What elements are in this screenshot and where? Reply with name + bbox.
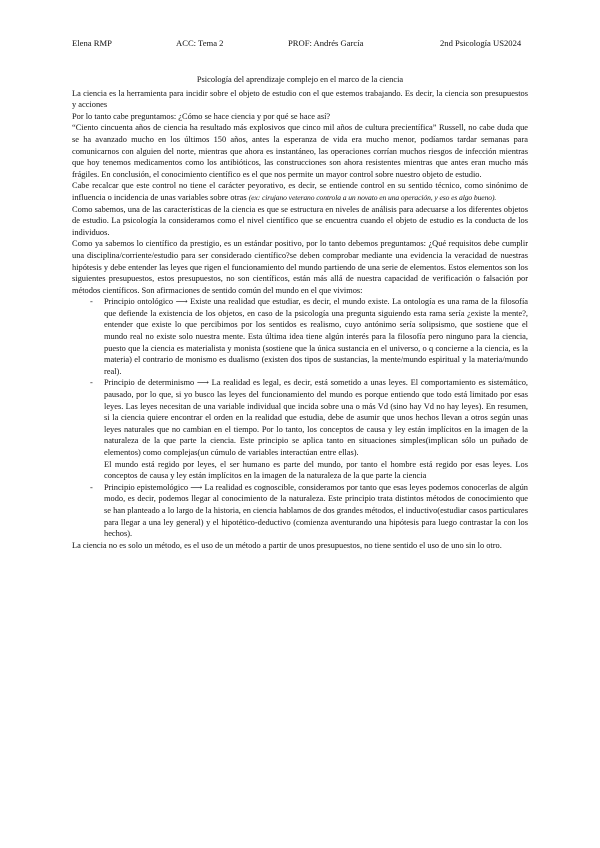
principle-determinism-text: Principio de determinismo ⟶ La realidad es legal, es decir, está sometido a unas leyes. El comportamiento es sistemático, pausado, por lo que, si yo busco las leyes del funcionamiento del mundo es porque entiendo que todo está limitado por esas leyes. Las leyes necesitan de una variable individual que incida sobre una o más Vd (sino hay Vd no hay leyes). En resumen, si la ciencia quiere encontrar el orden en la realidad que estudia, debe de asumir que unos hechos llevan a otros según unas leyes naturales que no cambian en el tiempo. Por lo tanto, los conceptos de causa y ley están implícitos en la imagen de la naturaleza de la que parte la ciencia. Este principio se aplica tanto en situaciones simples(implican sólo un puñado de elementos) como complejas(un cúmulo de variables interactúan entre ellas). [104, 378, 528, 457]
paragraph-closing: La ciencia no es solo un método, es el uso de un método a partir de unos presupuestos, no tiene sentido el uso de uno sin lo otro. [72, 540, 502, 550]
paragraph-question: Por lo tanto cabe preguntamos: ¿Cómo se hace ciencia y por qué se hace así? [72, 111, 331, 121]
document-title: Psicología del aprendizaje complejo en el marco de la ciencia [196, 75, 404, 84]
principle-determinism [72, 377, 528, 481]
paragraph-control-text: Cabe recalcar que este control no tiene el carácter peyorativo, es decir, se entiende control en su sentido técnico, como sinónimo de influencia o incidencia de unas variables sobre otras [72, 181, 528, 202]
principle-ontological-text: Principio ontológico ⟶ Existe una realidad que estudiar, es decir, el mundo existe. La ontología es una rama de la filosofía que defiende la existencia de los objetos, en caso de la psicología una pregunta siguiendo esta rama sería ¿existe la mente?, entender que existe lo que percibimos por los sentidos es realismo, cuyo antónimo sería solipsismo, que sostiene que el mundo real no existe solo nuestra mente. Esta última idea tiene algún interés para la filosofía pero ninguno para la ciencia, puesto que la ciencia es materialista y monista (sostiene que la única sustancia en el universo, o q concierne a la ciencia, es la materia) el contrario de monismo es dualismo (existen dos tipos de sustancias, la mente/mundo espiritual y la materia/mundo real). [104, 297, 528, 376]
header-author: Elena RMP [72, 38, 112, 48]
list-bullet: - [90, 297, 93, 307]
paragraph-control-example: (ex: cirujano veterano controla a un novato en una operación, y eso es algo bueno). [248, 192, 497, 202]
principle-epistemological-text: Principio epistemológico ⟶ La realidad es cognoscible, consideramos por tanto que esas leyes podemos conocerlas de algún modo, es decir, podemos llegar al conocimiento de la naturaleza. Este principio trata distintos métodos de conocimiento que se han planteado a lo largo de la historia, en ciencia hablamos de dos grandes métodos, el inductivo(estudiar casos particulares para llegar a una ley general) y el hipotético-deductivo (comienza aventurando una hipótesis para luego contrastar la con los hechos). [104, 482, 528, 539]
list-bullet: - [90, 482, 93, 492]
paragraph-definition: La ciencia es la herramienta para incidir sobre el objeto de estudio con el que estemos trabajando. Es decir, la ciencia son presupuestos y acciones [72, 88, 528, 110]
page-header [72, 38, 542, 50]
header-course: 2nd Psicología US2024 [440, 38, 522, 48]
paragraph-requirements: Como ya sabemos lo científico da prestigio, es un estándar positivo, por lo tanto debemos preguntamos: ¿Qué requisitos debe cumplir una disciplina/corriente/estudio para ser considerado científico?se deben comprobar mediante una evidencia la veracidad de nuestras hipótesis y debe entender las leyes que rigen el funcionamiento del mundo partiendo de una serie de elementos. Estos elementos son los siguientes presupuestos, estos presupuestos, no son científicos, están más allá de nuestra capacidad de verificación o falsación por métodos científicos. Son afirmaciones de sentido común del mundo en el que vivimos: [72, 239, 528, 295]
list-bullet: - [90, 378, 93, 388]
principle-determinism-summary: El mundo está regido por leyes, el ser humano es parte del mundo, por tanto el hombre está regido por esas leyes. Los conceptos de causa y ley están implícitos en la imagen de la naturaleza de la que parte la ciencia [104, 459, 528, 481]
header-professor: PROF: Andrés García [288, 38, 364, 48]
principle-epistemological [72, 482, 528, 540]
header-topic: ACC: Tema 2 [176, 38, 224, 48]
principles-list [72, 296, 528, 539]
paragraph-control [72, 180, 528, 203]
principle-ontological [72, 296, 528, 377]
paragraph-levels: Como sabemos, una de las características de la ciencia es que se estructura en niveles de análisis para adecuarse a los diferentes objetos de estudio. La psicología la consideramos como el nivel científico que se encuentra cuando el objeto de estudio es la conducta de los individuos. [72, 204, 528, 237]
document-body [72, 74, 528, 551]
paragraph-russell-quote: “Ciento cincuenta años de ciencia ha resultado más explosivos que cinco mil años de cultura precientífica” Russell, no cabe duda que se ha avanzado mucho en los últimos 150 años, antes la esperanza de vida era mucho menor, podíamos tardar semanas para comunicarnos con alguien del norte, mientras que ahora es instantáneo, las operaciones corrían muchos riesgos de infección mientras que hoy tenemos medicamentos como los antibióticos, las construcciones son ahora resistentes mientras que antes eran mucho más frágiles. En conclusión, el conocimiento científico es el que nos permite un mayor control sobre nuestro objeto de estudio. [72, 123, 528, 179]
